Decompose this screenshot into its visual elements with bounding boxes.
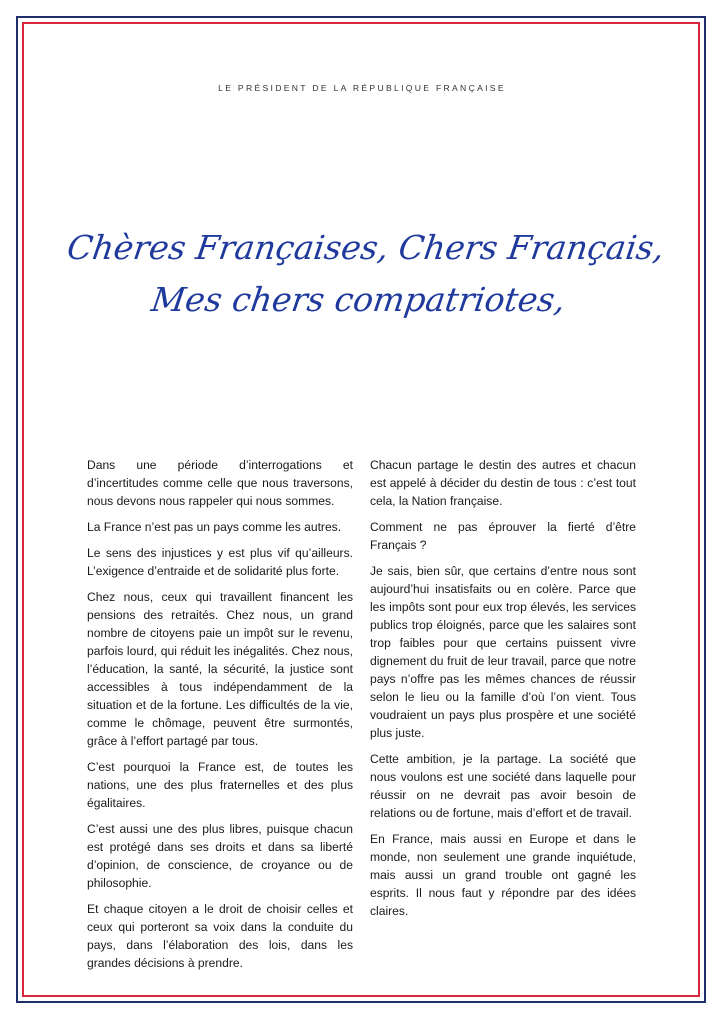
paragraph: Et chaque citoyen a le droit de choisir celles et ceux qui porteront sa voix dans la conduite du pays, dans l’élaboration des lois, dans les grandes décisions à prendre. <box>87 902 353 970</box>
paragraph: Comment ne pas éprouver la fierté d’être Français ? <box>370 520 636 552</box>
paragraph: La France n’est pas un pays comme les autres. <box>87 520 342 534</box>
salutation-line-2: Mes chers compatriotes, <box>149 280 568 319</box>
paragraph: C’est aussi une des plus libres, puisque chacun est protégé dans ses droits et dans sa liberté d’opinion, de conscience, de croyance ou de philosophie. <box>87 822 353 890</box>
paragraph: En France, mais aussi en Europe et dans le monde, non seulement une grande inquiétude, mais aussi un grand trouble ont gagné les esprits. Il nous faut y répondre par des idées claires. <box>370 832 636 918</box>
paragraph: Dans une période d’interrogations et d’incertitudes comme celle que nous traversons, nous devons nous rappeler qui nous sommes. <box>87 458 353 508</box>
letter-column-left <box>87 456 353 980</box>
paragraph: Cette ambition, je la partage. La société que nous voulons est une société dans laquelle pour réussir on ne devrait pas avoir besoin de relations ou de fortune, mais d’effort et de travail. <box>370 752 636 820</box>
salutation-line-1: Chères Françaises, Chers Français, <box>64 228 667 267</box>
paragraph: Le sens des injustices y est plus vif qu’ailleurs. L’exigence d’entraide et de solidarité plus forte. <box>87 546 353 578</box>
paragraph: Chacun partage le destin des autres et chacun est appelé à décider du destin de tous : c’est tout cela, la Nation française. <box>370 458 636 508</box>
paragraph: C’est pourquoi la France est, de toutes les nations, une des plus fraternelles et des plus égalitaires. <box>87 760 353 810</box>
paragraph: Je sais, bien sûr, que certains d’entre nous sont aujourd’hui insatisfaits ou en colère. Parce que les impôts sont pour eux trop élevés, les services publics trop éloignés, parce que les salaires sont trop faibles pour que certains puissent vivre dignement du fruit de leur travail, parce que notre pays n’offre pas les mêmes chances de réussir selon le lieu ou la famille d’où l’on vient. Tous voudraient un pays plus prospère et une société plus juste. <box>370 564 636 740</box>
letterhead-title: LE PRÉSIDENT DE LA RÉPUBLIQUE FRANÇAISE <box>218 83 506 93</box>
paragraph: Chez nous, ceux qui travaillent financent les pensions des retraités. Chez nous, un grand nombre de citoyens paie un impôt sur le revenu, parfois lourd, qui réduit les inégalités. Chez nous, l’éducation, la santé, la sécurité, la justice sont accessibles à tous indépendamment de la situation et de la fortune. Les difficultés de la vie, comme le chômage, peuvent être surmontés, grâce à l’effort partagé par tous. <box>87 590 353 748</box>
handwritten-salutation <box>0 222 724 326</box>
letter-column-right <box>370 456 636 928</box>
